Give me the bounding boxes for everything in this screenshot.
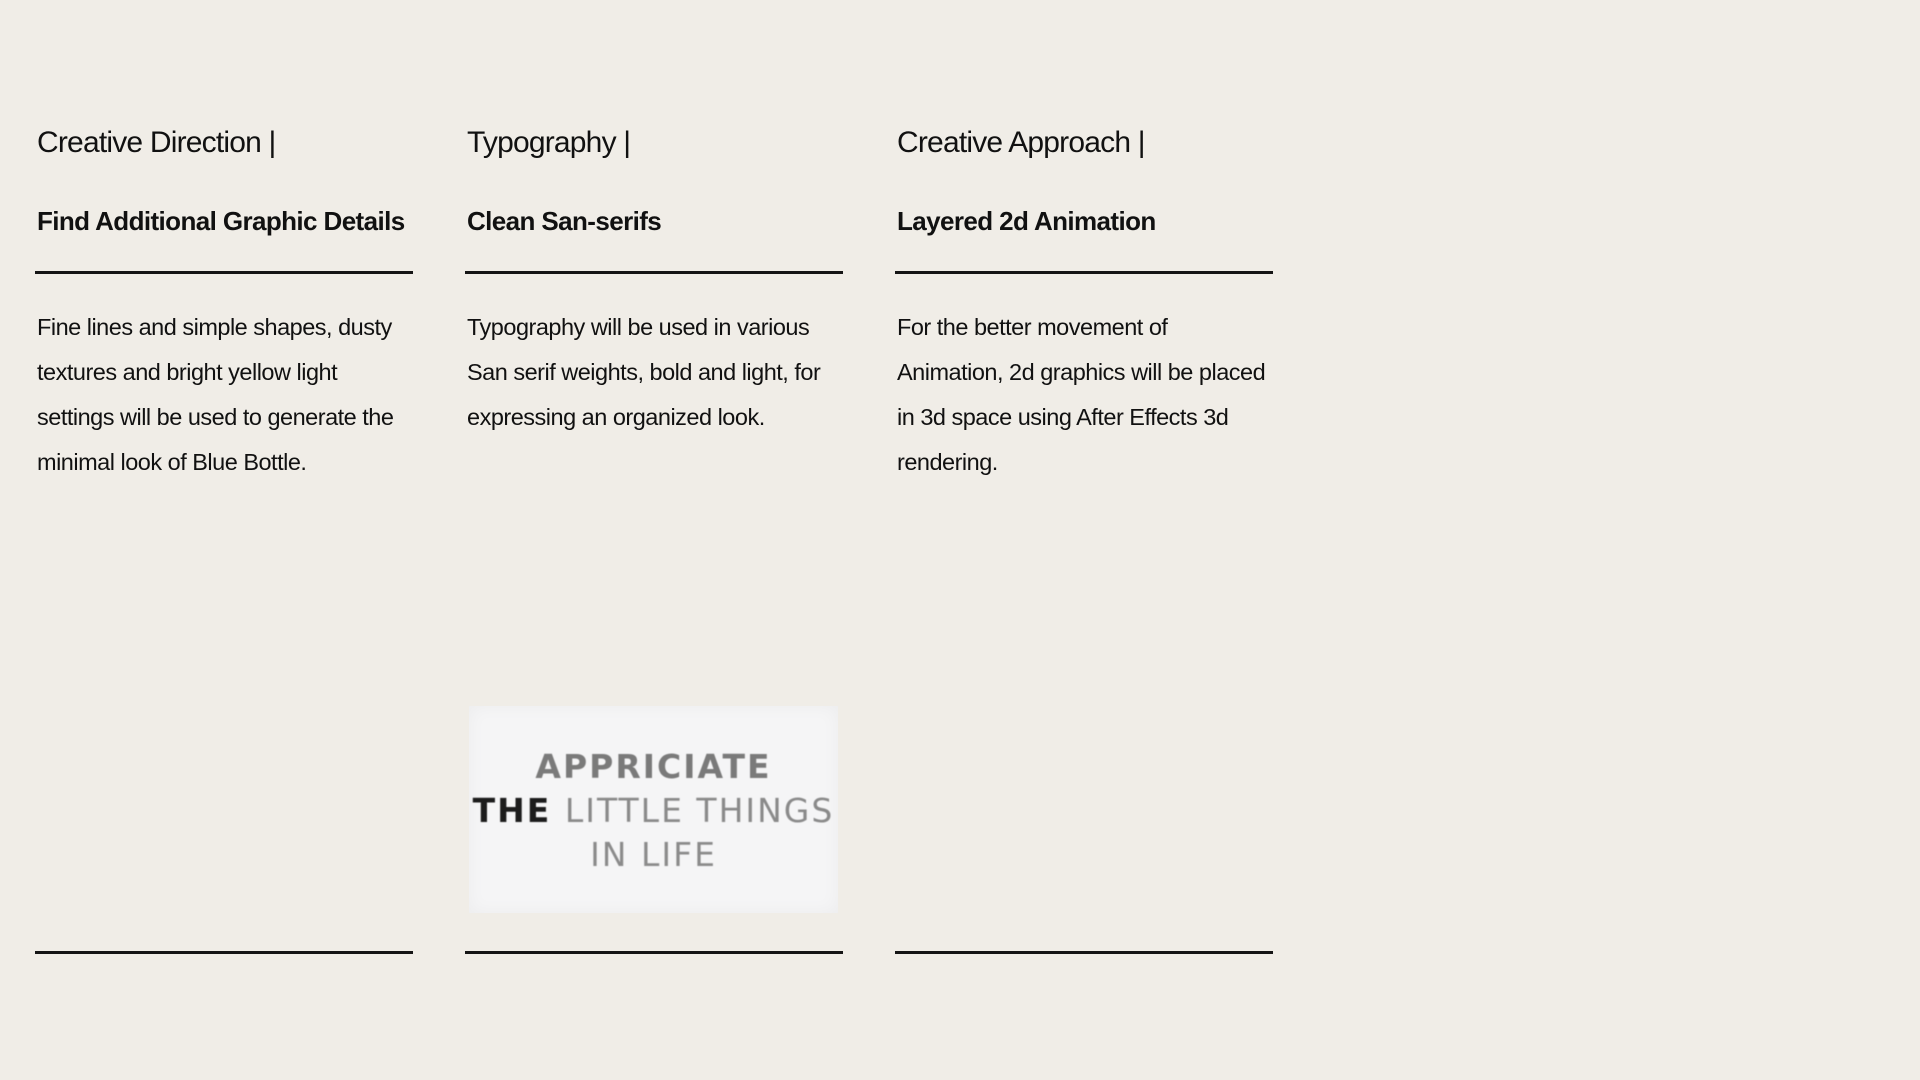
sample-line-1: APPRICIATE [535,746,772,786]
section-body: Fine lines and simple shapes, dusty textures and bright yellow light settings will be used to generate the minimal look of Blue Bottle. [37,314,394,475]
sample-words-light: LITTLE THINGS [564,790,835,830]
section-title: Clean San-serifs [467,206,662,236]
section-body: For the better movement of Animation, 2d graphics will be placed in 3d space using After Effects 3d rendering. [897,314,1266,475]
column-typography [465,0,845,1080]
typography-sample-image [469,706,838,913]
divider-top [895,271,1273,274]
divider-top [35,271,413,274]
section-title: Layered 2d Animation [897,206,1156,236]
column-creative-approach [895,0,1275,1080]
sample-line-2 [473,789,835,833]
divider-bottom [35,951,413,954]
divider-bottom [895,951,1273,954]
section-body: Typography will be used in various San serif weights, bold and light, for expressing an organized look. [467,314,821,430]
section-title: Find Additional Graphic Details [37,206,405,236]
column-creative-direction [35,0,415,1080]
section-label: Creative Direction | [37,126,276,159]
divider-top [465,271,843,274]
section-label: Typography | [467,126,631,159]
sample-word-bold: THE [472,790,552,830]
divider-bottom [465,951,843,954]
sample-line-3: IN LIFE [590,834,717,874]
section-label: Creative Approach | [897,126,1145,159]
